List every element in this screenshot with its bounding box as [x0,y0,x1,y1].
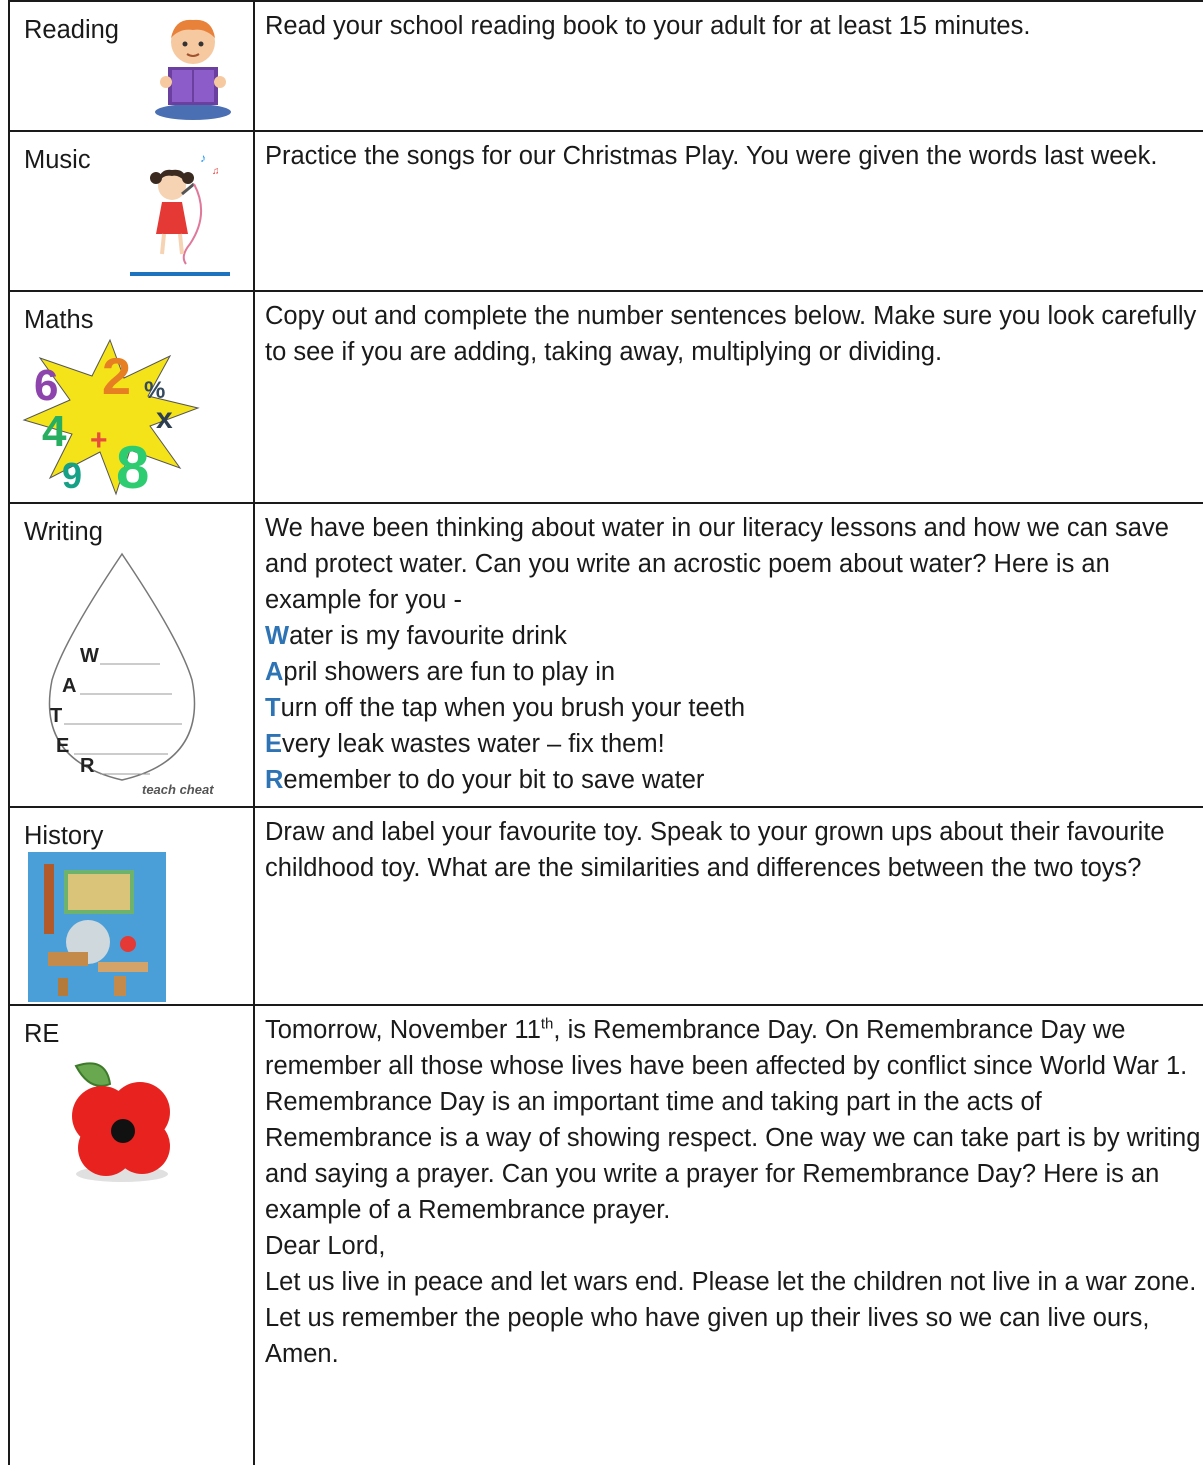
subject-cell [9,1005,254,1465]
row-maths [9,291,1203,503]
poem-line [265,690,1203,726]
subject-label: Maths [24,306,94,334]
math-digit: x [156,402,173,435]
poem-rest: ater is my favourite drink [289,622,567,650]
drop-letter: E [56,735,70,757]
drop-letter: A [62,675,77,697]
poem-letter: A [265,658,284,686]
task-text: Read your school reading book to your adult for at least 15 minutes. [265,12,1031,40]
math-digit: 6 [34,361,59,410]
poem-rest: urn off the tap when you brush your teeth [280,694,746,722]
poem-rest: emember to do your bit to save water [283,766,705,794]
prayer-greeting: Dear Lord, [265,1232,386,1260]
math-digit: 8 [116,434,150,496]
poem-line [265,762,1203,798]
re-text: , is Remembrance Day. On Remembrance Day we remember all those whose lives have been affected by conflict since World War 1. Remembrance Day is an important time and taking part in the acts of Remembrance is a way of showing respect. One way we can take part is by writing and saying a prayer. Can you write a prayer for Remembrance Day? Here is an example of a Remembrance prayer. [265,1016,1201,1224]
image-caption: teach cheat [142,782,214,797]
math-digit: 9 [62,455,83,496]
task-intro: We have been thinking about water in our literacy lessons and how we can save and protect water. Can you write an acrostic poem about water? Here is an example for you - [265,514,1169,614]
numbers-burst-icon [20,338,200,496]
task-cell [254,807,1203,1005]
poem-letter: E [265,730,283,758]
poem-line [265,726,1203,762]
math-digit: 4 [42,407,67,456]
task-cell [254,503,1203,807]
subject-label: Music [24,146,91,174]
poem-letter: T [265,694,281,722]
task-cell [254,291,1203,503]
drop-letter: R [80,755,95,777]
row-writing [9,503,1203,807]
subject-label: Writing [24,518,103,546]
row-re [9,1005,1203,1465]
task-cell [254,1005,1203,1465]
subject-label: Reading [24,16,119,44]
row-music [9,131,1203,291]
re-text: Tomorrow, November 11 [265,1016,541,1044]
task-cell [254,131,1203,291]
poem-rest: very leak wastes water – fix them! [282,730,665,758]
re-paragraph [265,1012,1203,1228]
homework-table [8,0,1203,1465]
poem-line [265,654,1203,690]
prayer-text: Let us live in peace and let wars end. Please let the children not live in a war zone. Let us remember the people who have given up their lives so we can live ours, Amen. [265,1268,1197,1368]
water-drop-icon [30,550,240,798]
svg-text:♪: ♪ [200,151,206,165]
poem-rest: pril showers are fun to play in [283,658,616,686]
subject-label: History [24,822,104,850]
math-digit: % [144,377,166,404]
poem-line [265,618,1203,654]
child-reading-icon [150,12,236,122]
drop-letter: T [50,705,63,727]
task-text: Copy out and complete the number sentences below. Make sure you look carefully to see if you are adding, taking away, multiplying or dividing. [265,302,1197,366]
subject-cell [9,503,254,807]
row-reading [9,1,1203,131]
poem-letter: W [265,622,290,650]
girl-singing-icon [130,144,230,278]
math-digit: + [90,424,108,457]
poem-letter: R [265,766,284,794]
drop-letter: W [80,645,99,667]
subject-cell [9,807,254,1005]
subject-cell [9,1,254,131]
row-history [9,807,1203,1005]
task-cell [254,1,1203,131]
subject-label: RE [24,1020,60,1048]
task-text: Practice the songs for our Christmas Play. You were given the words last week. [265,142,1158,170]
subject-cell [9,131,254,291]
poppy-icon [46,1056,186,1184]
svg-text:♫: ♫ [212,166,220,177]
old-toys-photo [28,852,166,1002]
subject-cell [9,291,254,503]
math-digit: 2 [102,348,131,406]
task-text: Draw and label your favourite toy. Speak to your grown ups about their favourite childhood toy. What are the similarities and differences between the two toys? [265,818,1165,882]
ordinal-suffix: th [540,1015,554,1033]
